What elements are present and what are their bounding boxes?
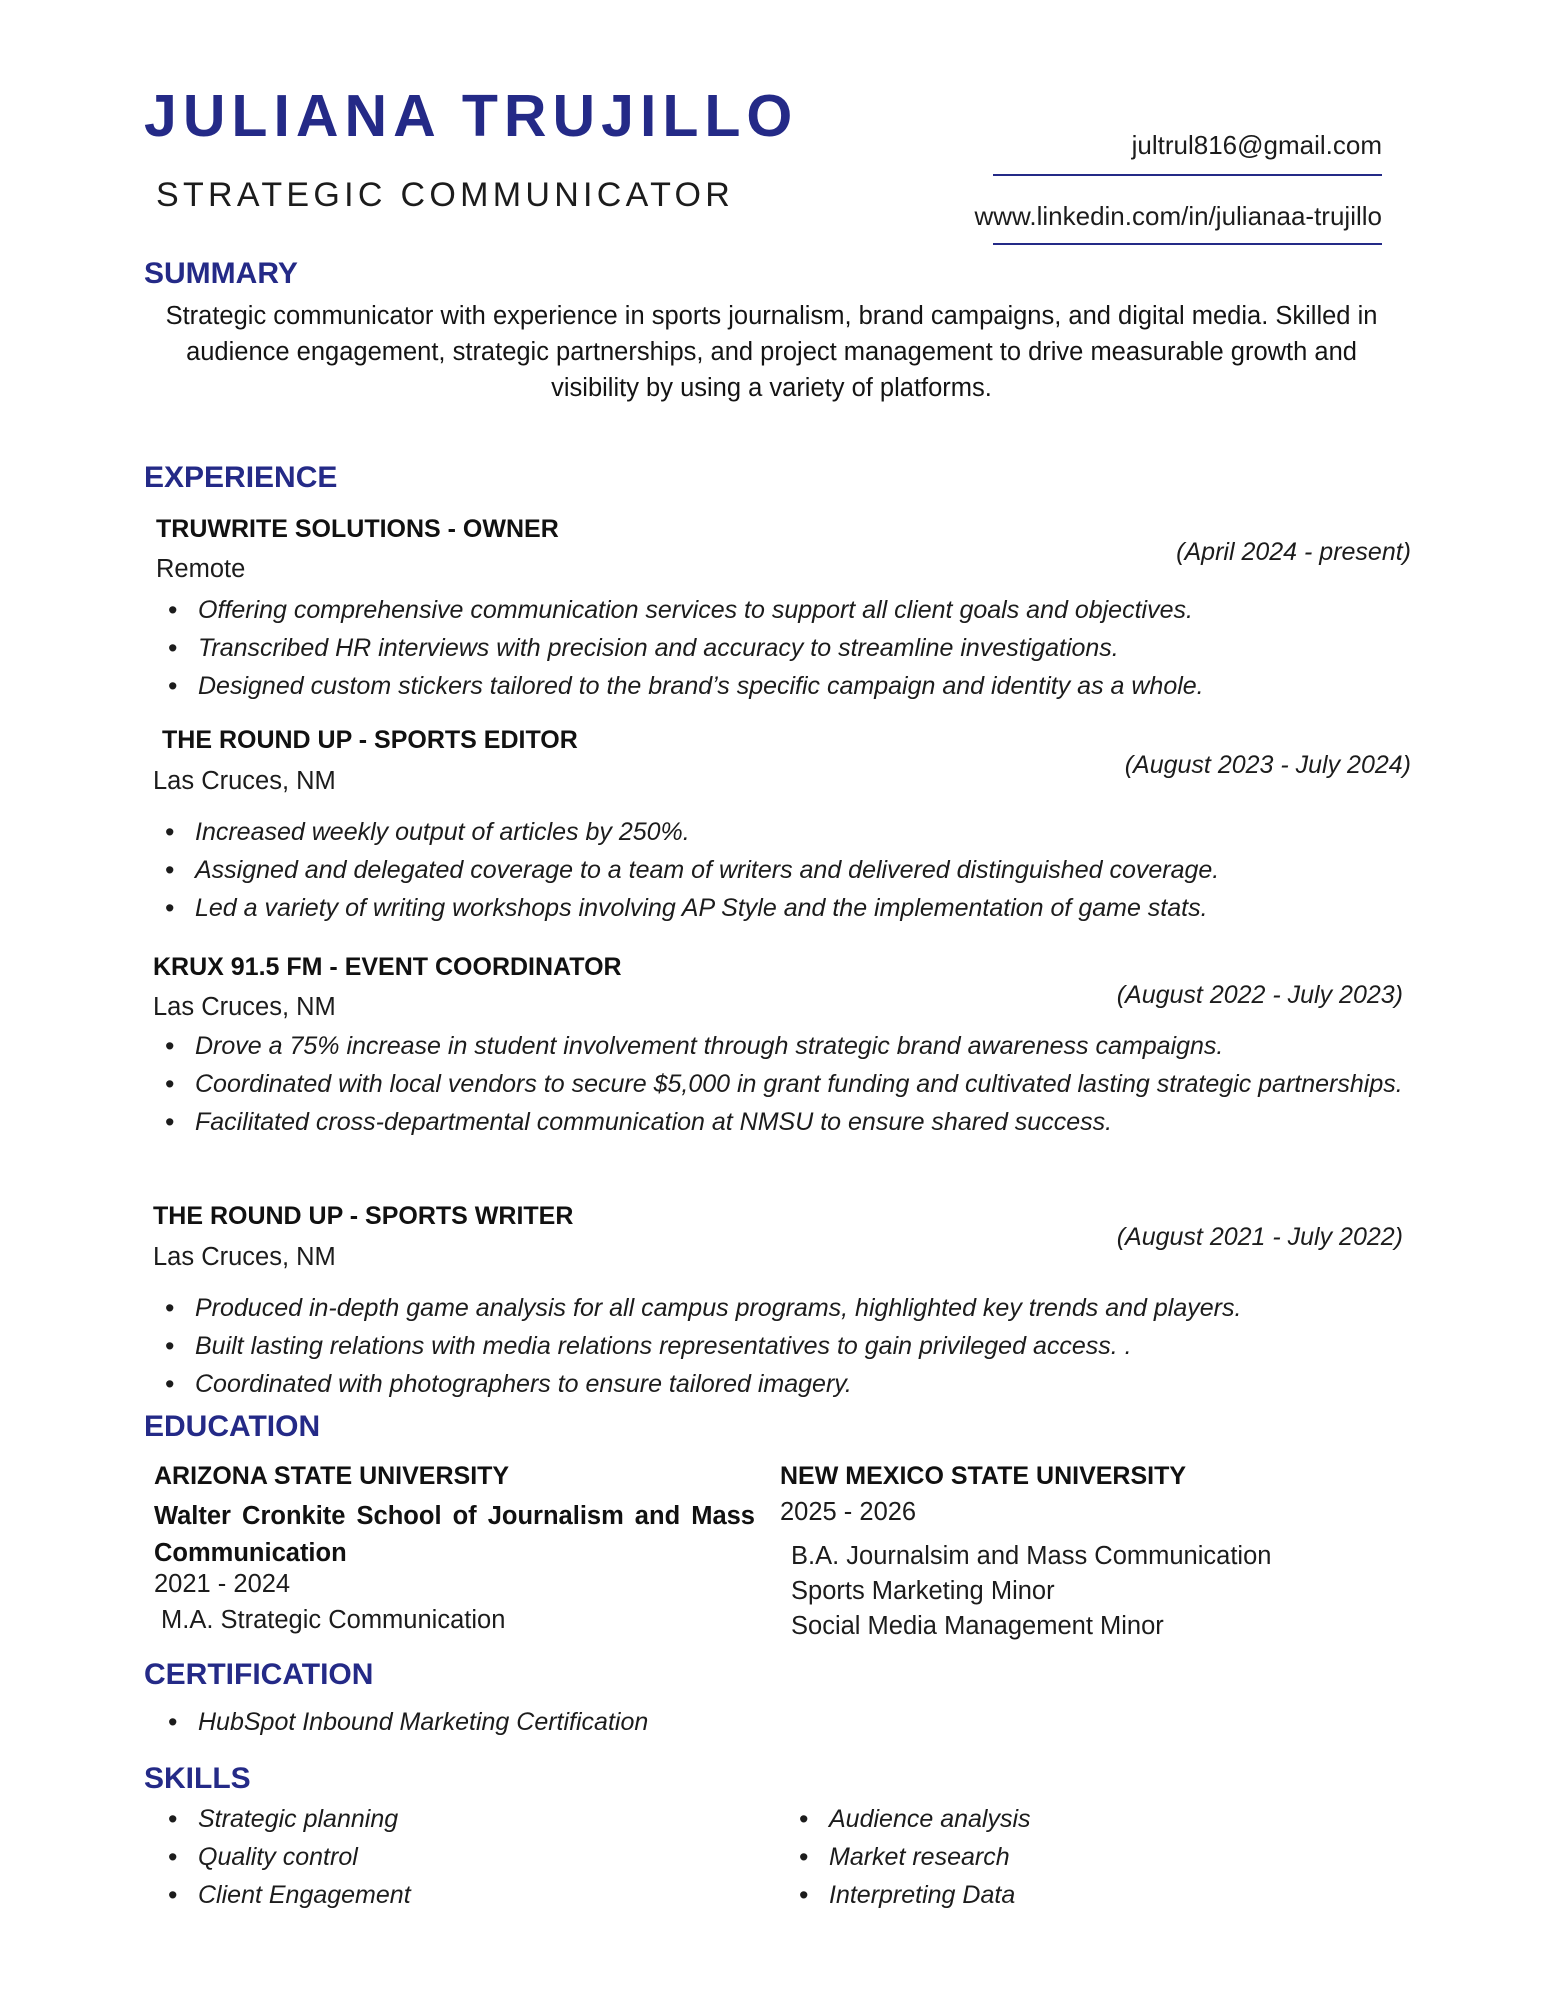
skill-item: • Audience analysis xyxy=(787,1800,1031,1838)
nmsu-minor: Sports Marketing Minor xyxy=(791,1577,1055,1605)
bullet-item: • Transcribed HR interviews with precision and accuracy to streamline investigations. xyxy=(156,629,1204,667)
bullet-item: • Designed custom stickers tailored to the brand’s specific campaign and identity as a whole. xyxy=(156,667,1204,705)
bullet-item: • Led a variety of writing workshops involving AP Style and the implementation of game stats. xyxy=(153,889,1219,927)
skill-item: • Client Engagement xyxy=(156,1876,411,1914)
bullet-item: • Built lasting relations with media relations representatives to gain privileged access. . xyxy=(153,1327,1241,1365)
asu-years: 2021 - 2024 xyxy=(154,1570,291,1598)
linkedin-underline xyxy=(993,243,1382,245)
job-bullets xyxy=(153,1289,1241,1403)
job-title: TRUWRITE SOLUTIONS - OWNER xyxy=(156,515,559,543)
skill-item: • Quality control xyxy=(156,1838,411,1876)
certification-heading: CERTIFICATION xyxy=(144,1658,374,1691)
certification-list xyxy=(156,1703,648,1741)
skill-item: • Interpreting Data xyxy=(787,1876,1031,1914)
bullet-item: • Assigned and delegated coverage to a team of writers and delivered distinguished coverage. xyxy=(153,851,1219,889)
job-dates: (August 2021 - July 2022) xyxy=(1116,1223,1403,1251)
bullet-item: • Drove a 75% increase in student involvement through strategic brand awareness campaigns. xyxy=(153,1027,1421,1065)
skill-item: • Strategic planning xyxy=(156,1800,411,1838)
asu-school: ARIZONA STATE UNIVERSITY xyxy=(154,1462,510,1490)
job-location: Las Cruces, NM xyxy=(153,993,336,1021)
bullet-item: • Facilitated cross-departmental communication at NMSU to ensure shared success. xyxy=(153,1103,1421,1141)
candidate-title: STRATEGIC COMMUNICATOR xyxy=(156,176,735,214)
job-dates: (August 2022 - July 2023) xyxy=(1116,981,1403,1009)
experience-heading: EXPERIENCE xyxy=(144,461,338,494)
job-bullets xyxy=(153,1027,1421,1141)
candidate-name: JULIANA TRUJILLO xyxy=(144,83,799,149)
education-heading: EDUCATION xyxy=(144,1410,321,1443)
job-bullets xyxy=(156,591,1204,705)
job-location: Las Cruces, NM xyxy=(153,1243,336,1271)
bullet-item: • Coordinated with photographers to ensure tailored imagery. xyxy=(153,1365,1241,1403)
bullet-item: • Coordinated with local vendors to secure $5,000 in grant funding and cultivated lasting strategic partnerships. xyxy=(153,1065,1421,1103)
nmsu-degree: B.A. Journalsim and Mass Communication xyxy=(791,1542,1272,1570)
nmsu-years: 2025 - 2026 xyxy=(780,1498,917,1526)
bullet-item: • Produced in-depth game analysis for all campus programs, highlighted key trends and players. xyxy=(153,1289,1241,1327)
email-link[interactable]: jultrul816@gmail.com xyxy=(1131,130,1382,160)
summary-heading: SUMMARY xyxy=(144,257,298,290)
summary-text: Strategic communicator with experience in sports journalism, brand campaigns, and digital media. Skilled in audience engagement, strategic partnerships, and project management to drive measurable growth and visibility by using a variety of platforms. xyxy=(165,302,1378,402)
job-location: Las Cruces, NM xyxy=(153,767,336,795)
job-dates: (April 2024 - present) xyxy=(1176,538,1411,566)
nmsu-minor: Social Media Management Minor xyxy=(791,1612,1164,1640)
job-title: THE ROUND UP - SPORTS EDITOR xyxy=(162,726,578,754)
job-bullets xyxy=(153,813,1219,927)
email-underline xyxy=(993,174,1382,176)
asu-degree: M.A. Strategic Communication xyxy=(161,1606,506,1634)
job-title: KRUX 91.5 FM - EVENT COORDINATOR xyxy=(153,953,622,981)
nmsu-school: NEW MEXICO STATE UNIVERSITY xyxy=(780,1462,1187,1490)
skills-heading: SKILLS xyxy=(144,1762,251,1795)
skill-item: • Market research xyxy=(787,1838,1031,1876)
job-location: Remote xyxy=(156,555,246,583)
bullet-item: • Offering comprehensive communication services to support all client goals and objectives. xyxy=(156,591,1204,629)
skills-list-left xyxy=(156,1800,411,1914)
skills-list-right xyxy=(787,1800,1031,1914)
job-title: THE ROUND UP - SPORTS WRITER xyxy=(153,1202,574,1230)
asu-college: Walter Cronkite School of Journalism and Mass Communication xyxy=(154,1502,755,1567)
bullet-item: • Increased weekly output of articles by 250%. xyxy=(153,813,1219,851)
certification-item: • HubSpot Inbound Marketing Certification xyxy=(156,1703,648,1741)
linkedin-link[interactable]: www.linkedin.com/in/julianaa-trujillo xyxy=(974,201,1382,231)
job-dates: (August 2023 - July 2024) xyxy=(1124,751,1411,779)
